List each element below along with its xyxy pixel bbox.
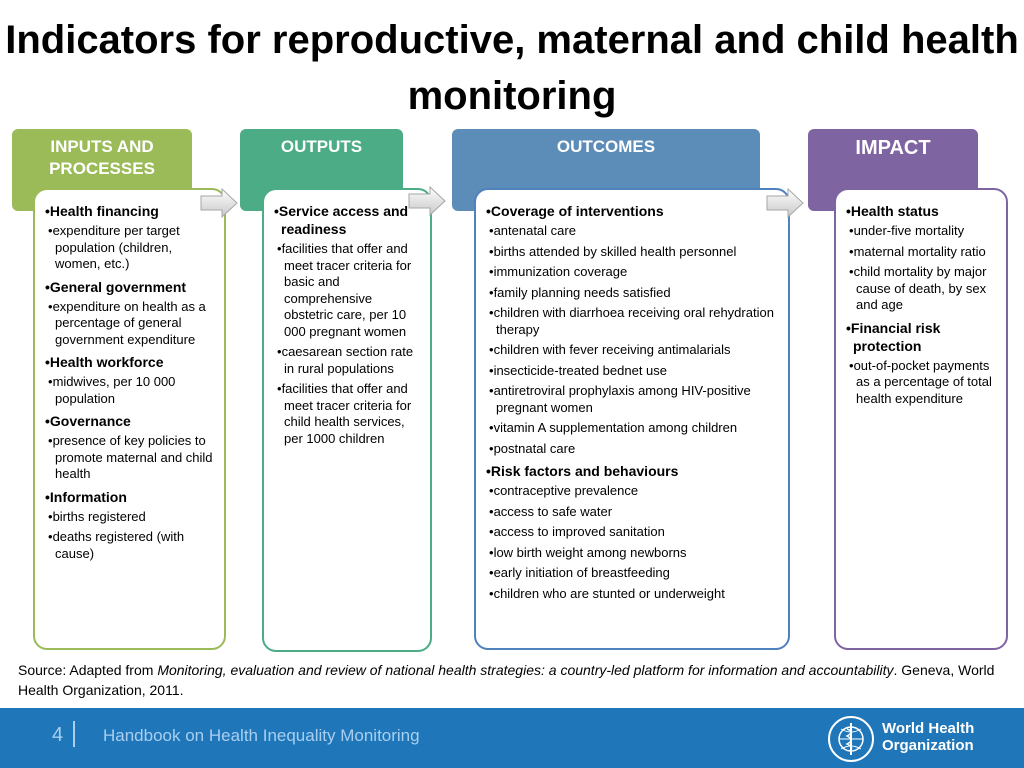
header-line: OUTCOMES bbox=[556, 137, 656, 156]
slide-title: Indicators for reproductive, maternal and child health monitoring bbox=[5, 18, 1019, 118]
section-title: • Coverage of interventions bbox=[486, 202, 780, 220]
indicator-item: • maternal mortality ratio bbox=[846, 244, 998, 261]
indicator-item: • access to improved sanitation bbox=[486, 524, 780, 541]
header-line: INPUTS AND bbox=[50, 137, 154, 156]
indicator-list bbox=[45, 299, 216, 349]
source-title: Monitoring, evaluation and review of national health strategies: a country-led platform for information and accountability bbox=[157, 662, 894, 678]
section-title: • General government bbox=[45, 278, 216, 296]
indicator-item: • under-five mortality bbox=[846, 223, 998, 240]
header-line: IMPACT bbox=[855, 137, 931, 159]
indicator-item: • access to safe water bbox=[486, 504, 780, 521]
indicator-item: • contraceptive prevalence bbox=[486, 483, 780, 500]
indicator-item: • deaths registered (with cause) bbox=[45, 529, 216, 562]
indicator-item: • expenditure on health as a percentage of general government expenditure bbox=[45, 299, 216, 349]
org-name-line: Organization bbox=[882, 737, 974, 754]
indicator-item: • immunization coverage bbox=[486, 264, 780, 281]
indicator-item: • early initiation of breastfeeding bbox=[486, 565, 780, 582]
indicator-item: • facilities that offer and meet tracer criteria for child health services, per 1000 children bbox=[274, 381, 422, 447]
indicator-item: • insecticide-treated bednet use bbox=[486, 363, 780, 380]
section-title: • Risk factors and behaviours bbox=[486, 462, 780, 480]
indicator-item: • children with fever receiving antimalarials bbox=[486, 342, 780, 359]
page-number: 4 bbox=[52, 724, 64, 746]
card-outputs bbox=[262, 188, 432, 652]
indicator-list bbox=[45, 509, 216, 563]
section-title: • Health workforce bbox=[45, 353, 216, 371]
indicator-item: • midwives, per 10 000 population bbox=[45, 374, 216, 407]
indicator-list bbox=[274, 241, 422, 447]
indicator-item: • caesarean section rate in rural populations bbox=[274, 344, 422, 377]
indicator-list bbox=[45, 433, 216, 483]
section-title: • Governance bbox=[45, 412, 216, 430]
header-line: PROCESSES bbox=[49, 159, 155, 178]
indicator-list bbox=[846, 358, 998, 408]
org-name-line: World Health bbox=[882, 720, 975, 737]
card-inputs-and-processes bbox=[33, 188, 226, 650]
card-impact bbox=[834, 188, 1008, 650]
indicator-item: • children with diarrhoea receiving oral rehydration therapy bbox=[486, 305, 780, 338]
footer-bar bbox=[0, 708, 1024, 768]
indicator-list bbox=[486, 483, 780, 602]
section-title: • Financial risk protection bbox=[846, 319, 998, 355]
indicator-item: • expenditure per target population (children, women, etc.) bbox=[45, 223, 216, 273]
card-outcomes bbox=[474, 188, 790, 650]
indicator-item: • births attended by skilled health personnel bbox=[486, 244, 780, 261]
indicator-item: • children who are stunted or underweight bbox=[486, 586, 780, 603]
indicator-item: • out-of-pocket payments as a percentage of total health expenditure bbox=[846, 358, 998, 408]
indicator-item: • vitamin A supplementation among children bbox=[486, 420, 780, 437]
indicator-item: • presence of key policies to promote maternal and child health bbox=[45, 433, 216, 483]
indicator-item: • antenatal care bbox=[486, 223, 780, 240]
indicator-item: • child mortality by major cause of death, by sex and age bbox=[846, 264, 998, 314]
indicator-item: • low birth weight among newborns bbox=[486, 545, 780, 562]
indicator-list bbox=[45, 374, 216, 407]
source-suffix: . Geneva, World Health Organization, 2011. bbox=[18, 662, 995, 698]
indicator-item: • facilities that offer and meet tracer criteria for basic and comprehensive obstetric care, per 10 000 pregnant women bbox=[274, 241, 422, 340]
arrow-right-icon bbox=[408, 186, 446, 216]
indicator-item: • antiretroviral prophylaxis among HIV-positive pregnant women bbox=[486, 383, 780, 416]
indicator-list bbox=[45, 223, 216, 273]
source-prefix: Source: Adapted from bbox=[18, 662, 158, 678]
arrow-right-icon bbox=[200, 188, 238, 218]
header-line: OUTPUTS bbox=[280, 137, 363, 156]
indicator-item: • postnatal care bbox=[486, 441, 780, 458]
section-title: • Health status bbox=[846, 202, 998, 220]
indicator-list bbox=[846, 223, 998, 314]
section-title: • Health financing bbox=[45, 202, 216, 220]
indicator-item: • births registered bbox=[45, 509, 216, 526]
who-wordmark bbox=[882, 720, 974, 754]
source-citation bbox=[18, 660, 1008, 700]
who-emblem-icon bbox=[827, 715, 875, 763]
section-title: • Service access and readiness bbox=[274, 202, 422, 238]
indicator-item: • family planning needs satisfied bbox=[486, 285, 780, 302]
section-title: • Information bbox=[45, 488, 216, 506]
footer-divider bbox=[73, 721, 75, 747]
arrow-right-icon bbox=[766, 188, 804, 218]
indicator-list bbox=[486, 223, 780, 457]
footer-title: Handbook on Health Inequality Monitoring bbox=[103, 726, 420, 745]
